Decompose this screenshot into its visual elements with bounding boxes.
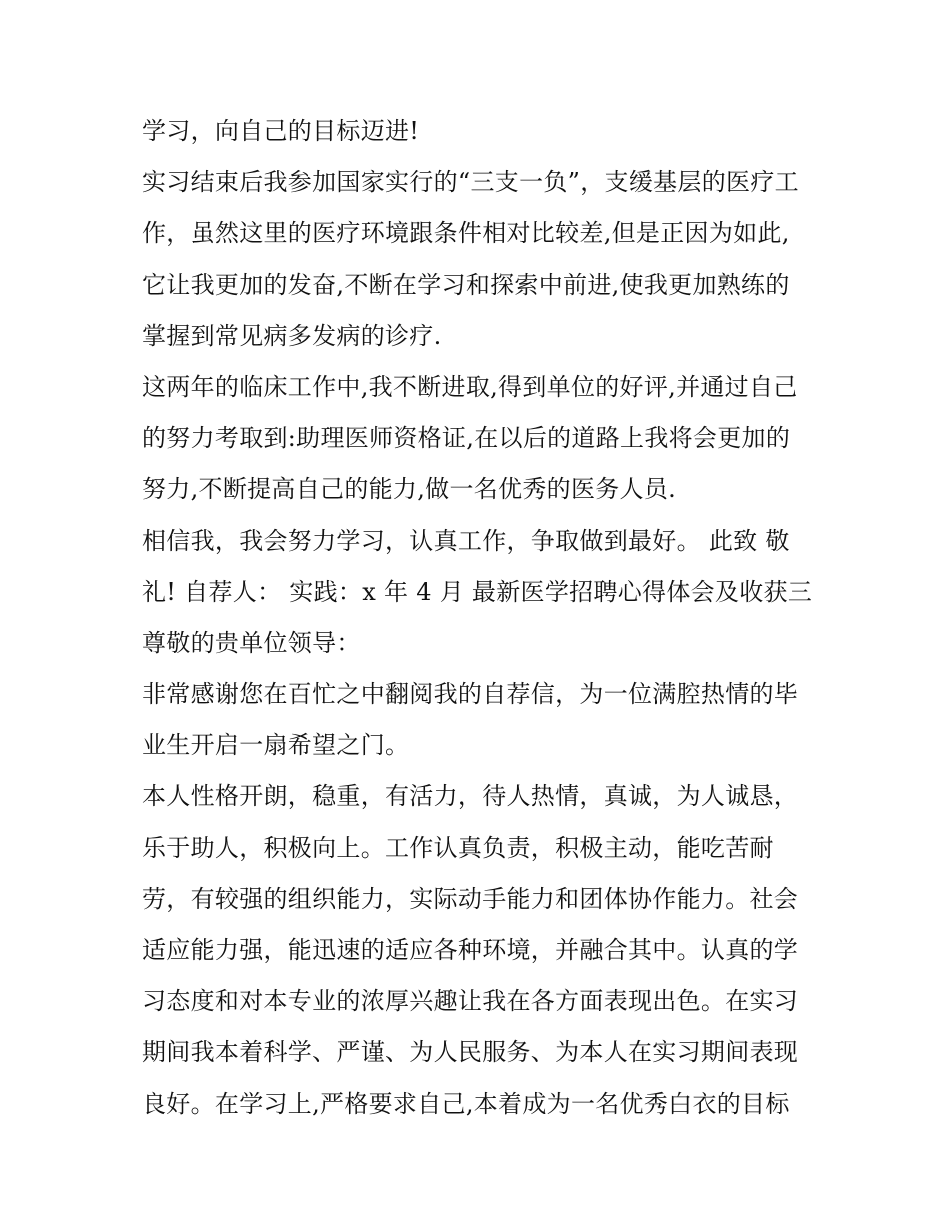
text-line: 它让我更加的发奋,不断在学习和探索中前进,使我更加熟练的 <box>142 270 790 299</box>
text-line: 本人性格开朗，稳重，有活力，待人热情，真诚，为人诚恳， <box>142 782 799 811</box>
text-line: 掌握到常见病多发病的诊疗. <box>142 321 442 350</box>
text-line: 期间我本着科学、严谨、为人民服务、为本人在实习期间表现 <box>142 1038 799 1067</box>
text-line: 劳，有较强的组织能力，实际动手能力和团体协作能力。社会 <box>142 884 799 913</box>
text-line: 习态度和对本专业的浓厚兴趣让我在各方面表现出色。在实习 <box>142 987 799 1016</box>
text-line: 实习结束后我参加国家实行的“三支一负”，支缓基层的医疗工 <box>142 168 799 197</box>
text-line: 相信我，我会努力学习，认真工作，争取做到最好。 此致 敬 <box>142 526 790 555</box>
text-line: 这两年的临床工作中,我不断进取,得到单位的好评,并通过自己 <box>142 372 798 401</box>
text-line: 作，虽然这里的医疗环境跟条件相对比较差,但是正因为如此, <box>142 219 790 248</box>
text-line: 适应能力强，能迅速的适应各种环境，并融合其中。认真的学 <box>142 936 799 964</box>
text-line: 的努力考取到:助理医师资格证,在以后的道路上我将会更加的 <box>142 424 791 453</box>
text-line: 礼! 自荐人： 实践：x 年 4 月 最新医学招聘心得体会及收获三 <box>142 577 813 606</box>
text-line: 乐于助人，积极向上。工作认真负责，积极主动，能吃苦耐 <box>142 833 774 862</box>
text-line: 努力,不断提高自己的能力,做一名优秀的医务人员. <box>142 475 677 504</box>
document-body <box>142 106 814 1130</box>
text-line: 尊敬的贵单位领导： <box>142 628 361 657</box>
text-line: 非常感谢您在百忙之中翻阅我的自荐信，为一位满腔热情的毕 <box>142 680 799 709</box>
text-line: 学习，向自己的目标迈进! <box>142 117 420 145</box>
text-line: 业生开启一扇希望之门。 <box>142 731 410 760</box>
text-line: 良好。在学习上,严格要求自己,本着成为一名优秀白衣的目标 <box>142 1089 790 1118</box>
